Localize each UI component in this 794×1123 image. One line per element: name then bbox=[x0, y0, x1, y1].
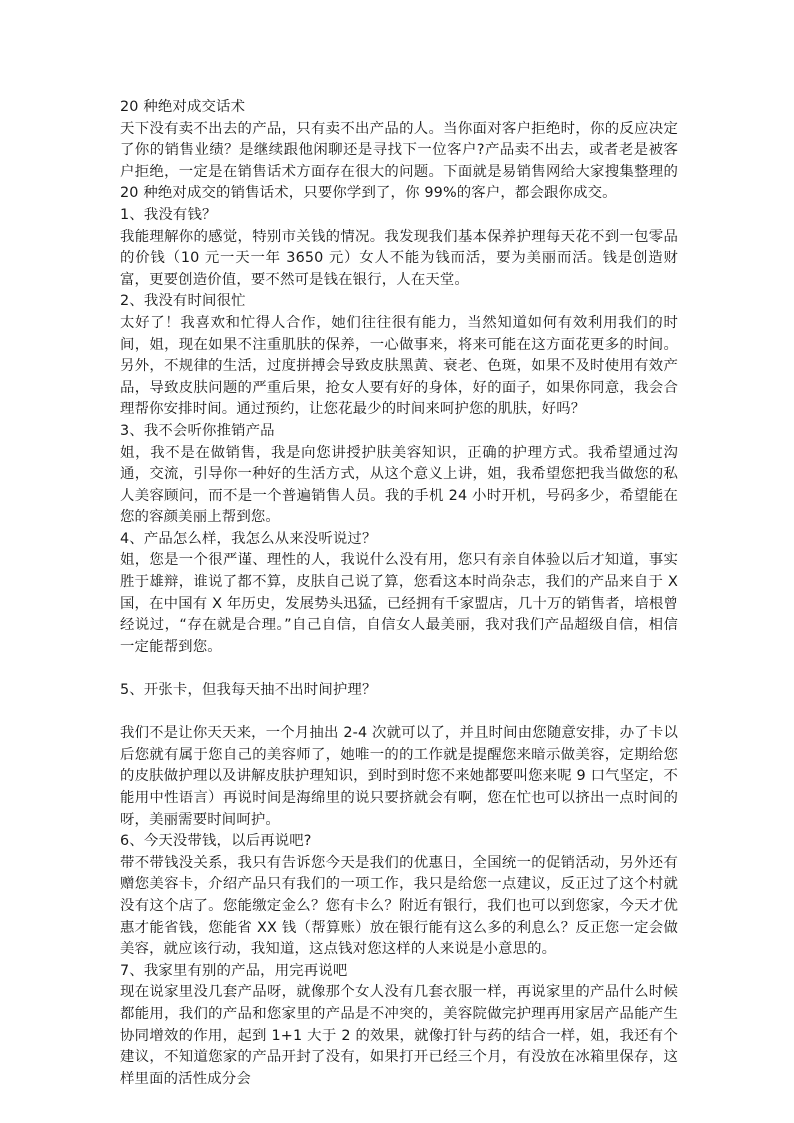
section-6-heading: 6、今天没带钱，以后再说吧? bbox=[120, 833, 312, 850]
section-1-body: 我能理解你的感觉，特别市关钱的情况。我发现我们基本保养护理每天花不到一包零品的价钱（10 元一天一年 3650 元）女人不能为钱而活，要为美丽而活。钱是创造财富，更要创造价值，要不然可是钱在银行，人在天堂。 bbox=[120, 228, 678, 288]
document-page bbox=[120, 97, 678, 1090]
section-2-heading: 2、我没有时间很忙 bbox=[120, 293, 246, 310]
blank-line bbox=[120, 702, 678, 724]
document-title: 20 种绝对成交话术 bbox=[120, 99, 246, 115]
section-3-body: 姐，我不是在做销售，我是向您讲授护肤美容知识，正确的护理方式。我希望通过沟通，交流，引导你一种好的生活方式，从这个意义上讲，姐，我希望您把我当做您的私人美容顾问，而不是一个普遍销售人员。我的手机 24 小时开机，号码多少，希望能在您的容颜美丽上帮到您。 bbox=[120, 444, 678, 526]
section-1-heading: 1、我没有钱？ bbox=[120, 206, 217, 223]
intro-paragraph: 天下没有卖不出去的产品，只有卖不出产品的人。当你面对客户拒绝时，你的反应决定了你的销售业绩？是继续跟他闲聊还是寻找下一位客户?产品卖不出去，或者老是被客户拒绝，一定是在销售话术方面存在很大的问题。下面就是易销售网给大家搜集整理的 20 种绝对成交的销售话术，只要你学到了，你 99%的客户，都会跟你成交。 bbox=[120, 120, 678, 202]
section-7-body: 现在说家里没几套产品呀，就像那个女人没有几套衣服一样，再说家里的产品什么时候都能用，我们的产品和您家里的产品是不冲突的，美容院做完护理再用家居产品能产生协同增效的作用，起到 1+1 大于 2 的效果，就像打针与药的结合一样，姐，我还有个建议，不知道您家的产品开封了没有，如果打开已经三个月，有没放在冰箱里保存，这样里面的活性成分会 bbox=[120, 984, 678, 1087]
section-2-body: 太好了！我喜欢和忙得人合作，她们往往很有能力，当然知道如何有效利用我们的时间，姐，现在如果不注重肌肤的保养，一心做事来，将来可能在这方面花更多的时间。另外，不规律的生活，过度拼搏会导致皮肤黑黄、衰老、色斑，如果不及时使用有效产品，导致皮肤问题的严重后果，抢女人要有好的身体，好的面子，如果你同意，我会合理帮你安排时间。通过预约，让您花最少的时间来呵护您的肌肤，好吗？ bbox=[120, 314, 678, 418]
section-5-body: 我们不是让你天天来，一个月抽出 2-4 次就可以了，并且时间由您随意安排，办了卡以后您就有属于您自己的美容师了，她唯一的的工作就是提醒您来暗示做美容，定期给您的皮肤做护理以及讲解皮肤护理知识，到时到时您不来她都要叫您来呢 9 口气坚定，不能用中性语言）再说时间是海绵里的说只要挤就会有啊，您在忙也可以挤出一点时间的呀，美丽需要时间呵护。 bbox=[120, 725, 678, 828]
section-4-body: 姐，您是一个很严谨、理性的人，我说什么没有用，您只有亲自体验以后才知道，事实胜于雄辩，谁说了都不算，皮肤自己说了算，您看这本时尚杂志，我们的产品来自于 X 国，在中国有 X 年历史，发展势头迅猛，已经拥有千家盟店，几十万的销售者，培根曾经说过，“存在就是合理。”自己自信，自信女人最美丽，我对我们产品超级自信，相信一定能帮到您。 bbox=[120, 552, 678, 655]
section-7-heading: 7、我家里有别的产品，用完再说吧 bbox=[120, 962, 348, 979]
section-3-heading: 3、我不会听你推销产品 bbox=[120, 422, 275, 439]
blank-line bbox=[120, 658, 678, 680]
section-4-heading: 4、产品怎么样，我怎么从来没听说过？ bbox=[120, 530, 377, 547]
section-6-body: 带不带钱没关系，我只有告诉您今天是我们的优惠日，全国统一的促销活动，另外还有赠您美容卡，介绍产品只有我们的一项工作，我只是给您一点建议，反正过了这个村就没有这个店了。您能缴定金么？您有卡么？附近有银行，我们也可以到您家，今天才优惠才能省钱，您能省 XX 钱（帮算账）放在银行能有这么多的利息么？反正您一定会做美容，就应该行动，我知道，这点钱对您这样的人来说是小意思的。 bbox=[120, 854, 678, 958]
section-5-heading: 5、开张卡，但我每天抽不出时间护理？ bbox=[120, 682, 377, 699]
